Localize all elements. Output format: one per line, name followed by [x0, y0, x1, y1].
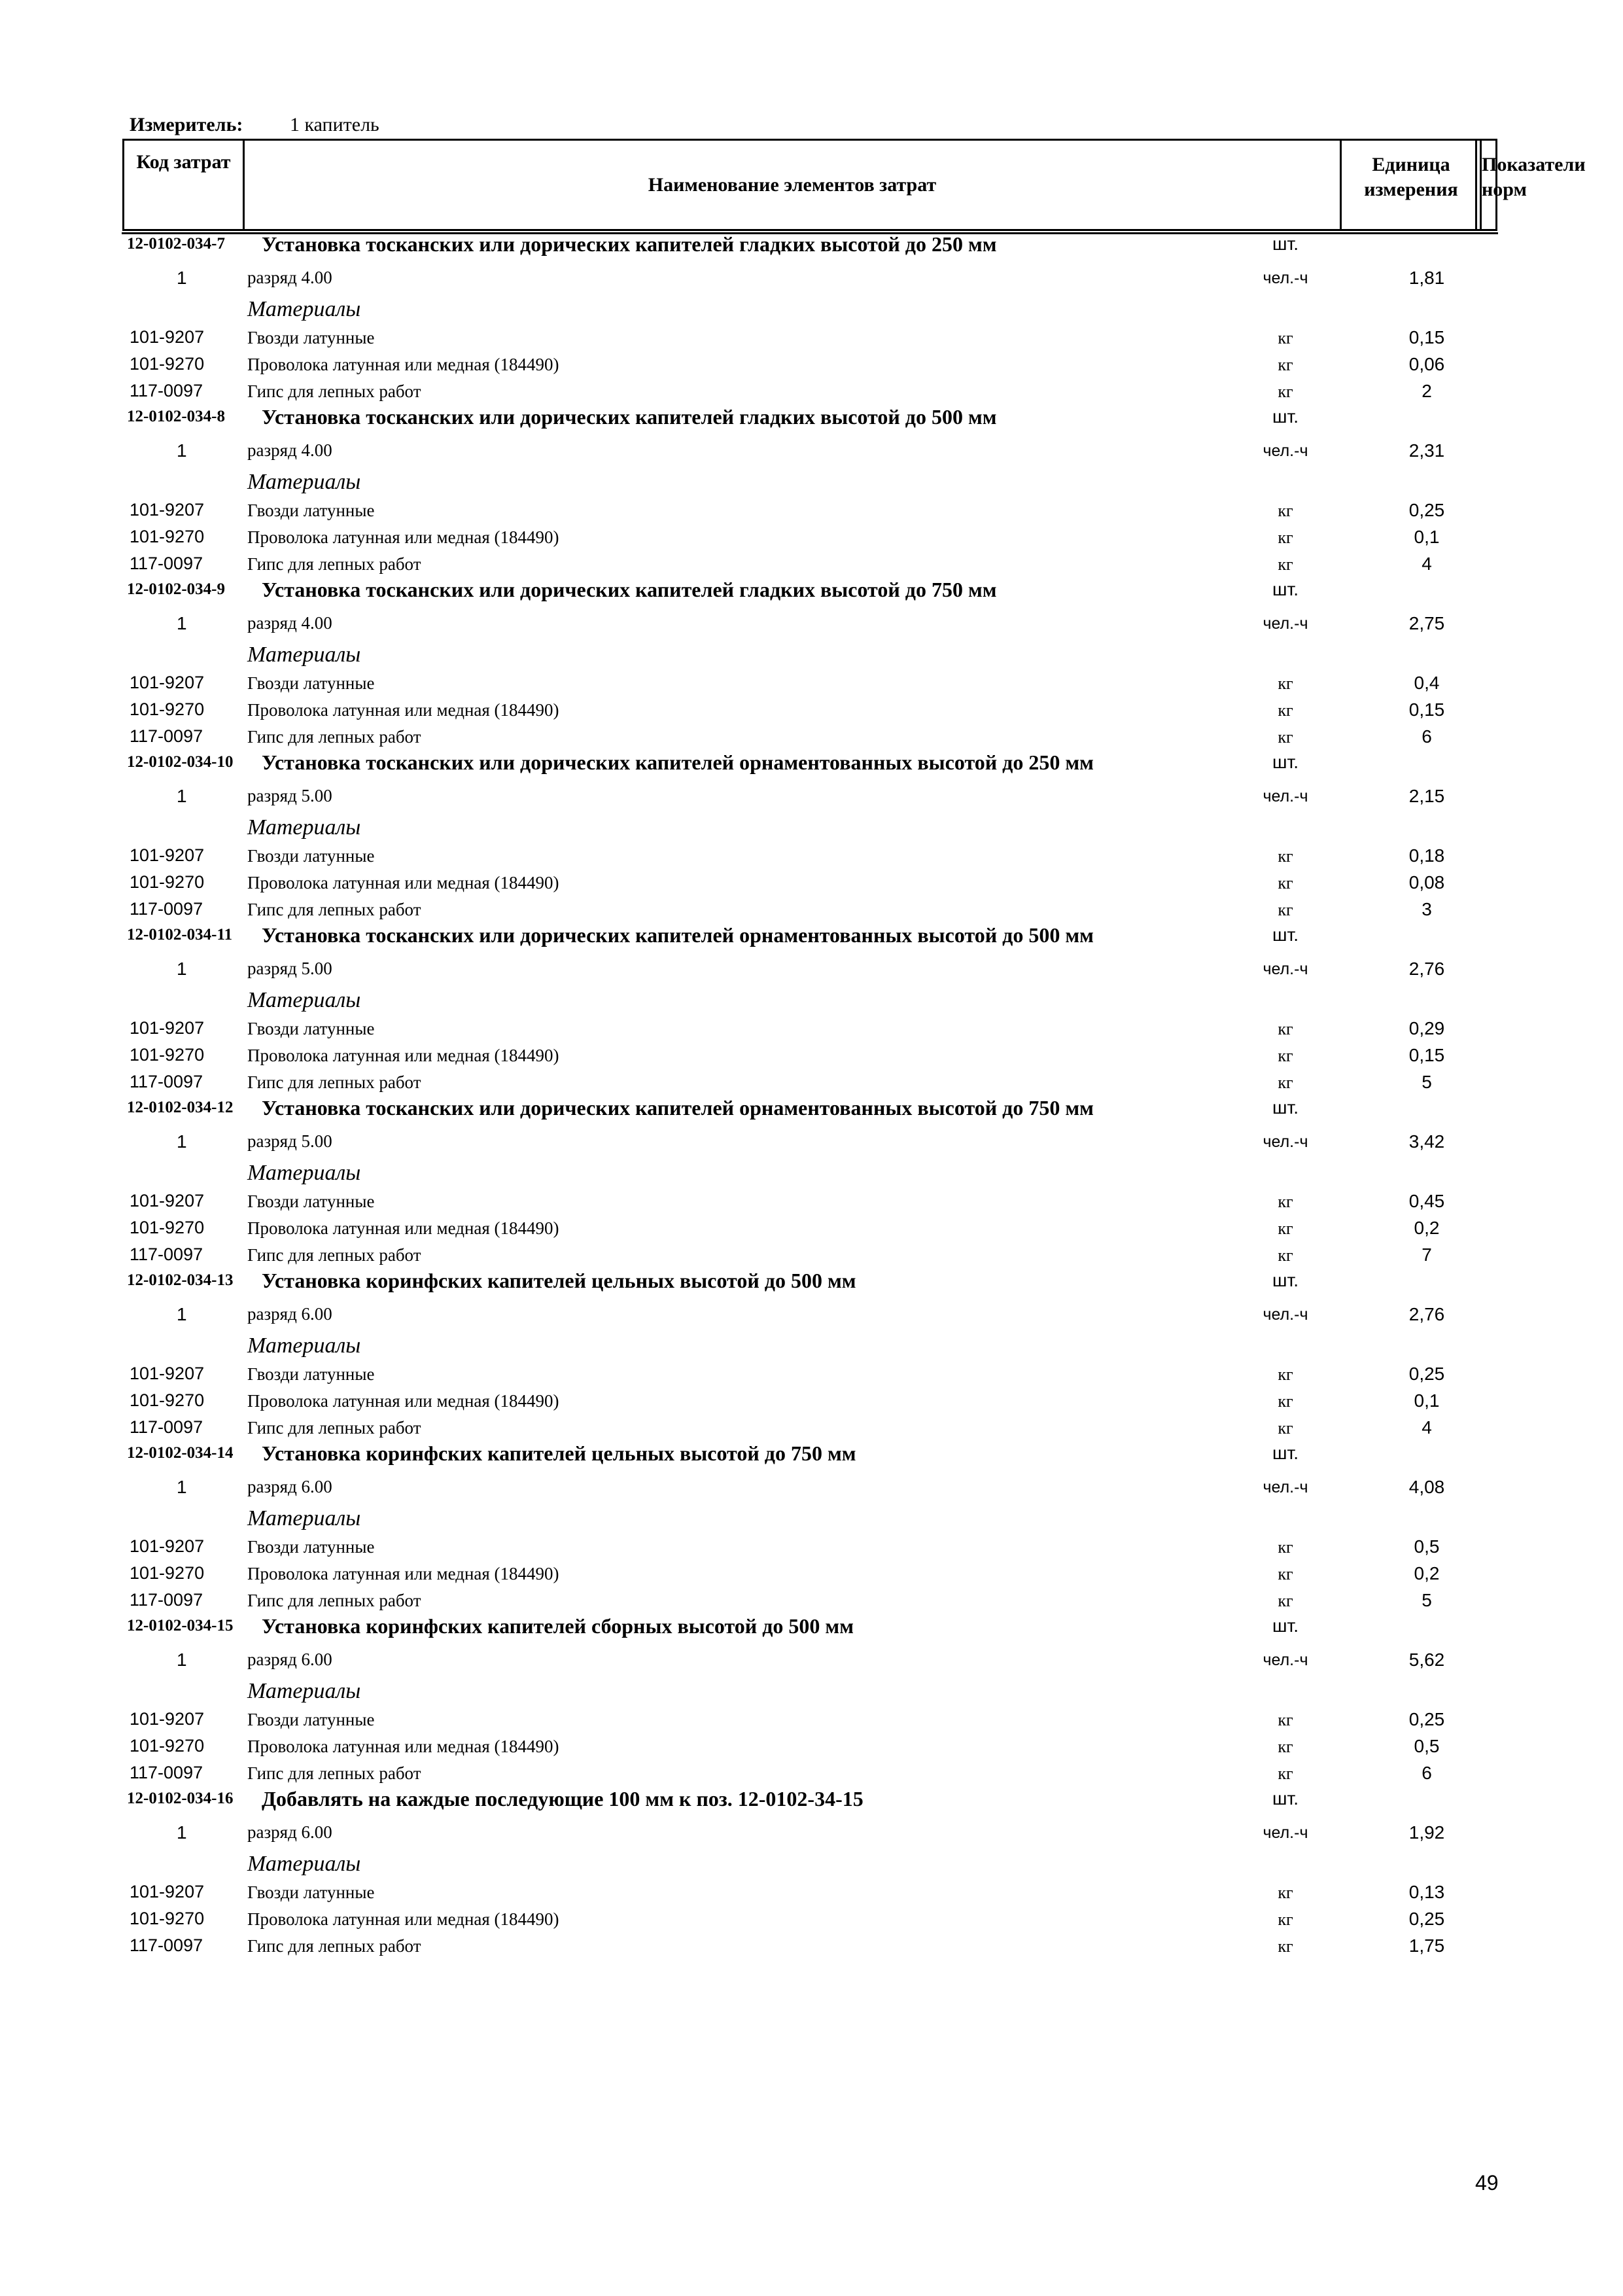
labor-value: 2,75	[1408, 613, 1445, 633]
material-code: 117-0097	[130, 1245, 203, 1264]
material-row	[0, 1042, 1623, 1069]
labor-grade: разряд 6.00	[247, 1477, 332, 1496]
labor-code: 1	[177, 1477, 187, 1497]
material-value: 0,25	[1408, 1909, 1445, 1929]
labor-value: 2,76	[1408, 1304, 1445, 1324]
section-header-row	[0, 232, 1623, 261]
labor-value: 2,31	[1408, 440, 1445, 461]
material-code: 117-0097	[130, 726, 203, 746]
header-double-rule	[1475, 141, 1482, 229]
material-unit: кг	[1278, 1764, 1293, 1783]
section-code: 12-0102-034-8	[127, 408, 225, 425]
material-code: 101-9207	[130, 845, 205, 865]
material-code: 101-9207	[130, 1709, 205, 1729]
material-row	[0, 351, 1623, 378]
materials-heading: Материалы	[247, 1679, 361, 1703]
material-code: 101-9270	[130, 1390, 205, 1410]
section-unit: шт.	[1272, 1270, 1299, 1290]
material-name: Гипс для лепных работ	[247, 900, 421, 919]
labor-row	[0, 1125, 1623, 1157]
material-unit: кг	[1278, 1419, 1293, 1438]
material-code: 101-9207	[130, 1018, 205, 1038]
header-name-text: Наименование элементов затрат	[648, 173, 937, 196]
material-value: 0,08	[1408, 872, 1445, 892]
material-row	[0, 1706, 1623, 1733]
materials-heading-row	[0, 811, 1623, 843]
material-unit: кг	[1278, 1073, 1293, 1092]
material-value: 0,15	[1408, 1045, 1445, 1065]
section-title: Установка коринфских капителей цельных высотой до 750 мм	[262, 1441, 856, 1465]
material-code: 117-0097	[130, 1417, 203, 1437]
material-unit: кг	[1278, 382, 1293, 401]
section-header-row	[0, 1096, 1623, 1125]
material-value: 0,15	[1408, 327, 1445, 347]
materials-heading-row	[0, 293, 1623, 325]
labor-unit: чел.-ч	[1263, 1305, 1308, 1324]
section-header-row	[0, 578, 1623, 607]
material-unit: кг	[1278, 1246, 1293, 1265]
section-code: 12-0102-034-16	[127, 1790, 234, 1807]
labor-row	[0, 952, 1623, 984]
section-title: Установка тосканских или дорических капителей гладких высотой до 750 мм	[262, 578, 997, 601]
material-name: Гвозди латунные	[247, 1192, 375, 1211]
labor-code: 1	[177, 613, 187, 633]
materials-heading: Материалы	[247, 470, 361, 494]
labor-value: 3,42	[1408, 1131, 1445, 1152]
material-value: 0,29	[1408, 1018, 1445, 1038]
labor-grade: разряд 4.00	[247, 613, 332, 633]
materials-heading-row	[0, 1157, 1623, 1188]
labor-value: 1,81	[1408, 268, 1445, 288]
material-code: 101-9207	[130, 1191, 205, 1210]
material-unit: кг	[1278, 355, 1293, 374]
material-unit: кг	[1278, 674, 1293, 693]
material-name: Проволока латунная или медная (184490)	[247, 1564, 559, 1583]
material-code: 117-0097	[130, 381, 203, 400]
section-header-row	[0, 1269, 1623, 1298]
material-unit: кг	[1278, 874, 1293, 892]
material-code: 101-9270	[130, 1218, 205, 1237]
material-row	[0, 870, 1623, 896]
labor-grade: разряд 5.00	[247, 959, 332, 978]
material-value: 0,5	[1414, 1736, 1440, 1756]
material-name: Проволока латунная или медная (184490)	[247, 873, 559, 892]
material-name: Гвозди латунные	[247, 1882, 375, 1902]
section-title: Установка коринфских капителей сборных высотой до 500 мм	[262, 1614, 854, 1638]
header-code: Код затрат	[124, 141, 245, 229]
material-name: Проволока латунная или медная (184490)	[247, 1737, 559, 1756]
labor-row	[0, 779, 1623, 811]
material-unit: кг	[1278, 728, 1293, 747]
material-name: Гвозди латунные	[247, 1364, 375, 1384]
section-code: 12-0102-034-15	[127, 1617, 234, 1634]
material-name: Гипс для лепных работ	[247, 1591, 421, 1610]
labor-value: 4,08	[1408, 1477, 1445, 1497]
labor-row	[0, 1816, 1623, 1848]
labor-grade: разряд 5.00	[247, 1131, 332, 1151]
material-unit: кг	[1278, 701, 1293, 720]
material-code: 101-9270	[130, 1045, 205, 1065]
material-row	[0, 551, 1623, 578]
material-row	[0, 1534, 1623, 1561]
material-name: Гипс для лепных работ	[247, 1072, 421, 1092]
material-row	[0, 697, 1623, 724]
labor-row	[0, 434, 1623, 466]
labor-code: 1	[177, 268, 187, 288]
labor-unit: чел.-ч	[1263, 1478, 1308, 1496]
section-unit: шт.	[1272, 234, 1299, 254]
material-code: 101-9207	[130, 500, 205, 520]
material-row	[0, 1760, 1623, 1787]
labor-row	[0, 1470, 1623, 1502]
section-unit: шт.	[1272, 925, 1299, 945]
materials-heading: Материалы	[247, 1333, 361, 1358]
materials-heading: Материалы	[247, 815, 361, 839]
section-code: 12-0102-034-11	[127, 926, 233, 944]
material-code: 101-9270	[130, 1736, 205, 1756]
section-unit: шт.	[1272, 1616, 1299, 1636]
section-header-row	[0, 1614, 1623, 1643]
labor-value: 5,62	[1408, 1650, 1445, 1670]
material-value: 0,2	[1414, 1563, 1440, 1583]
material-value: 0,25	[1408, 1709, 1445, 1729]
labor-unit: чел.-ч	[1263, 1651, 1308, 1669]
material-code: 117-0097	[130, 1763, 203, 1782]
material-unit: кг	[1278, 1392, 1293, 1411]
material-row	[0, 843, 1623, 870]
materials-heading: Материалы	[247, 1161, 361, 1185]
section-header-row	[0, 405, 1623, 434]
material-name: Гипс для лепных работ	[247, 1936, 421, 1956]
material-value: 0,06	[1408, 354, 1445, 374]
material-name: Гвозди латунные	[247, 846, 375, 866]
material-value: 6	[1422, 726, 1432, 747]
material-value: 3	[1422, 899, 1432, 919]
material-unit: кг	[1278, 328, 1293, 347]
labor-code: 1	[177, 440, 187, 461]
section-title: Установка тосканских или дорических капителей орнаментованных высотой до 750 мм	[262, 1096, 1094, 1120]
section-unit: шт.	[1272, 1788, 1299, 1809]
section-header-row	[0, 751, 1623, 779]
labor-grade: разряд 4.00	[247, 440, 332, 460]
labor-row	[0, 1298, 1623, 1330]
material-name: Гипс для лепных работ	[247, 1245, 421, 1265]
material-row	[0, 1215, 1623, 1242]
material-name: Проволока латунная или медная (184490)	[247, 1046, 559, 1065]
material-value: 0,1	[1414, 1390, 1440, 1411]
material-row	[0, 1188, 1623, 1215]
material-name: Гвозди латунные	[247, 1537, 375, 1557]
material-value: 0,4	[1414, 673, 1440, 693]
section-header-row	[0, 923, 1623, 952]
labor-value: 2,15	[1408, 786, 1445, 806]
material-row	[0, 1069, 1623, 1096]
material-name: Проволока латунная или медная (184490)	[247, 355, 559, 374]
materials-heading-row	[0, 639, 1623, 670]
material-unit: кг	[1278, 1192, 1293, 1211]
material-value: 6	[1422, 1763, 1432, 1783]
materials-heading: Материалы	[247, 297, 361, 321]
material-value: 0,5	[1414, 1536, 1440, 1557]
material-name: Гвозди латунные	[247, 328, 375, 347]
section-title: Добавлять на каждые последующие 100 мм к поз. 12-0102-34-15	[262, 1787, 864, 1810]
section-title: Установка тосканских или дорических капителей гладких высотой до 500 мм	[262, 405, 997, 429]
material-row	[0, 1016, 1623, 1042]
material-unit: кг	[1278, 528, 1293, 547]
material-value: 0,1	[1414, 527, 1440, 547]
header-norm	[1482, 141, 1586, 229]
material-code: 101-9207	[130, 327, 205, 347]
material-row	[0, 1733, 1623, 1760]
material-row	[0, 497, 1623, 524]
material-row	[0, 1415, 1623, 1441]
material-code: 101-9270	[130, 527, 205, 546]
material-code: 117-0097	[130, 554, 203, 573]
labor-unit: чел.-ч	[1263, 960, 1308, 978]
section-code: 12-0102-034-7	[127, 235, 225, 253]
labor-code: 1	[177, 786, 187, 806]
material-name: Гвозди латунные	[247, 673, 375, 693]
material-name: Проволока латунная или медная (184490)	[247, 527, 559, 547]
material-value: 1,75	[1408, 1935, 1445, 1956]
labor-unit: чел.-ч	[1263, 269, 1308, 287]
material-code: 101-9270	[130, 354, 205, 374]
material-row	[0, 378, 1623, 405]
section-code: 12-0102-034-10	[127, 753, 234, 771]
material-unit: кг	[1278, 1883, 1293, 1902]
page-number: 49	[1475, 2171, 1499, 2195]
material-name: Гипс для лепных работ	[247, 727, 421, 747]
material-unit: кг	[1278, 1710, 1293, 1729]
material-name: Гипс для лепных работ	[247, 554, 421, 574]
labor-code: 1	[177, 1822, 187, 1843]
labor-grade: разряд 6.00	[247, 1304, 332, 1324]
labor-value: 2,76	[1408, 959, 1445, 979]
material-row	[0, 1561, 1623, 1587]
section-code: 12-0102-034-14	[127, 1444, 234, 1462]
measure-label: Измеритель:	[130, 114, 243, 135]
labor-grade: разряд 6.00	[247, 1822, 332, 1842]
header-norm-line1: Показатели	[1482, 154, 1586, 175]
measure-value: 1 капитель	[290, 114, 379, 135]
material-value: 0,15	[1408, 699, 1445, 720]
labor-unit: чел.-ч	[1263, 1133, 1308, 1151]
material-name: Проволока латунная или медная (184490)	[247, 1909, 559, 1929]
material-name: Гипс для лепных работ	[247, 381, 421, 401]
material-row	[0, 1906, 1623, 1933]
material-code: 117-0097	[130, 899, 203, 919]
table-header	[122, 139, 1586, 231]
section-title: Установка тосканских или дорических капителей орнаментованных высотой до 500 мм	[262, 923, 1094, 947]
measure-line	[130, 111, 379, 139]
section-unit: шт.	[1272, 406, 1299, 427]
header-norm-line2: норм	[1482, 179, 1527, 200]
header-unit-line2: измерения	[1364, 179, 1458, 200]
material-unit: кг	[1278, 1219, 1293, 1238]
section-unit: шт.	[1272, 579, 1299, 599]
material-code: 101-9270	[130, 699, 205, 719]
materials-heading-row	[0, 984, 1623, 1016]
material-unit: кг	[1278, 1910, 1293, 1929]
material-unit: кг	[1278, 1538, 1293, 1557]
material-code: 101-9270	[130, 1563, 205, 1583]
materials-heading-row	[0, 1848, 1623, 1879]
material-value: 5	[1422, 1590, 1432, 1610]
labor-unit: чел.-ч	[1263, 1824, 1308, 1842]
material-code: 101-9207	[130, 1882, 205, 1901]
material-value: 5	[1422, 1072, 1432, 1092]
material-row	[0, 1242, 1623, 1269]
material-name: Проволока латунная или медная (184490)	[247, 1218, 559, 1238]
material-code: 117-0097	[130, 1590, 203, 1610]
labor-row	[0, 261, 1623, 293]
material-row	[0, 1933, 1623, 1960]
section-unit: шт.	[1272, 1097, 1299, 1118]
header-unit	[1342, 141, 1480, 229]
labor-code: 1	[177, 1131, 187, 1152]
material-value: 0,18	[1408, 845, 1445, 866]
material-name: Гвозди латунные	[247, 501, 375, 520]
material-value: 0,25	[1408, 500, 1445, 520]
material-unit: кг	[1278, 1365, 1293, 1384]
labor-unit: чел.-ч	[1263, 442, 1308, 460]
material-row	[0, 1879, 1623, 1906]
materials-heading: Материалы	[247, 1852, 361, 1876]
section-code: 12-0102-034-13	[127, 1271, 234, 1289]
material-value: 2	[1422, 381, 1432, 401]
labor-value: 1,92	[1408, 1822, 1445, 1843]
cost-table-body	[0, 232, 1623, 1960]
section-header-row	[0, 1787, 1623, 1816]
labor-grade: разряд 4.00	[247, 268, 332, 287]
material-value: 4	[1422, 554, 1432, 574]
labor-row	[0, 607, 1623, 639]
materials-heading: Материалы	[247, 643, 361, 667]
materials-heading-row	[0, 1330, 1623, 1361]
material-unit: кг	[1278, 1019, 1293, 1038]
materials-heading-row	[0, 1675, 1623, 1706]
material-unit: кг	[1278, 501, 1293, 520]
material-row	[0, 724, 1623, 751]
labor-code: 1	[177, 1650, 187, 1670]
section-code: 12-0102-034-9	[127, 580, 225, 598]
material-value: 0,25	[1408, 1364, 1445, 1384]
materials-heading: Материалы	[247, 988, 361, 1012]
section-unit: шт.	[1272, 1443, 1299, 1463]
material-unit: кг	[1278, 847, 1293, 866]
section-title: Установка тосканских или дорических капителей гладких высотой до 250 мм	[262, 232, 997, 256]
labor-unit: чел.-ч	[1263, 787, 1308, 805]
material-code: 101-9207	[130, 1536, 205, 1556]
labor-unit: чел.-ч	[1263, 614, 1308, 633]
material-code: 101-9270	[130, 872, 205, 892]
material-unit: кг	[1278, 1737, 1293, 1756]
material-code: 101-9207	[130, 673, 205, 692]
material-value: 0,45	[1408, 1191, 1445, 1211]
header-unit-line1: Единица	[1372, 154, 1450, 175]
labor-grade: разряд 5.00	[247, 786, 332, 805]
material-code: 117-0097	[130, 1935, 203, 1955]
header-name	[245, 141, 1342, 229]
material-row	[0, 1361, 1623, 1388]
material-unit: кг	[1278, 1046, 1293, 1065]
material-value: 7	[1422, 1245, 1432, 1265]
material-code: 101-9207	[130, 1364, 205, 1383]
material-unit: кг	[1278, 555, 1293, 574]
material-unit: кг	[1278, 1937, 1293, 1956]
section-title: Установка тосканских или дорических капителей орнаментованных высотой до 250 мм	[262, 751, 1094, 774]
labor-grade: разряд 6.00	[247, 1650, 332, 1669]
material-value: 0,2	[1414, 1218, 1440, 1238]
materials-heading: Материалы	[247, 1506, 361, 1530]
material-row	[0, 670, 1623, 697]
section-title: Установка коринфских капителей цельных высотой до 500 мм	[262, 1269, 856, 1292]
materials-heading-row	[0, 466, 1623, 497]
material-value: 0,13	[1408, 1882, 1445, 1902]
material-name: Гипс для лепных работ	[247, 1418, 421, 1438]
section-unit: шт.	[1272, 752, 1299, 772]
section-code: 12-0102-034-12	[127, 1099, 234, 1116]
material-value: 4	[1422, 1417, 1432, 1438]
material-name: Гипс для лепных работ	[247, 1763, 421, 1783]
material-name: Проволока латунная или медная (184490)	[247, 1391, 559, 1411]
section-header-row	[0, 1441, 1623, 1470]
materials-heading-row	[0, 1502, 1623, 1534]
labor-row	[0, 1643, 1623, 1675]
material-name: Гвозди латунные	[247, 1019, 375, 1038]
material-unit: кг	[1278, 900, 1293, 919]
material-unit: кг	[1278, 1564, 1293, 1583]
material-row	[0, 524, 1623, 551]
material-code: 101-9270	[130, 1909, 205, 1928]
material-row	[0, 325, 1623, 351]
material-unit: кг	[1278, 1591, 1293, 1610]
material-code: 117-0097	[130, 1072, 203, 1091]
material-row	[0, 1587, 1623, 1614]
material-name: Проволока латунная или медная (184490)	[247, 700, 559, 720]
material-name: Гвозди латунные	[247, 1710, 375, 1729]
labor-code: 1	[177, 1304, 187, 1324]
labor-code: 1	[177, 959, 187, 979]
material-row	[0, 1388, 1623, 1415]
material-row	[0, 896, 1623, 923]
